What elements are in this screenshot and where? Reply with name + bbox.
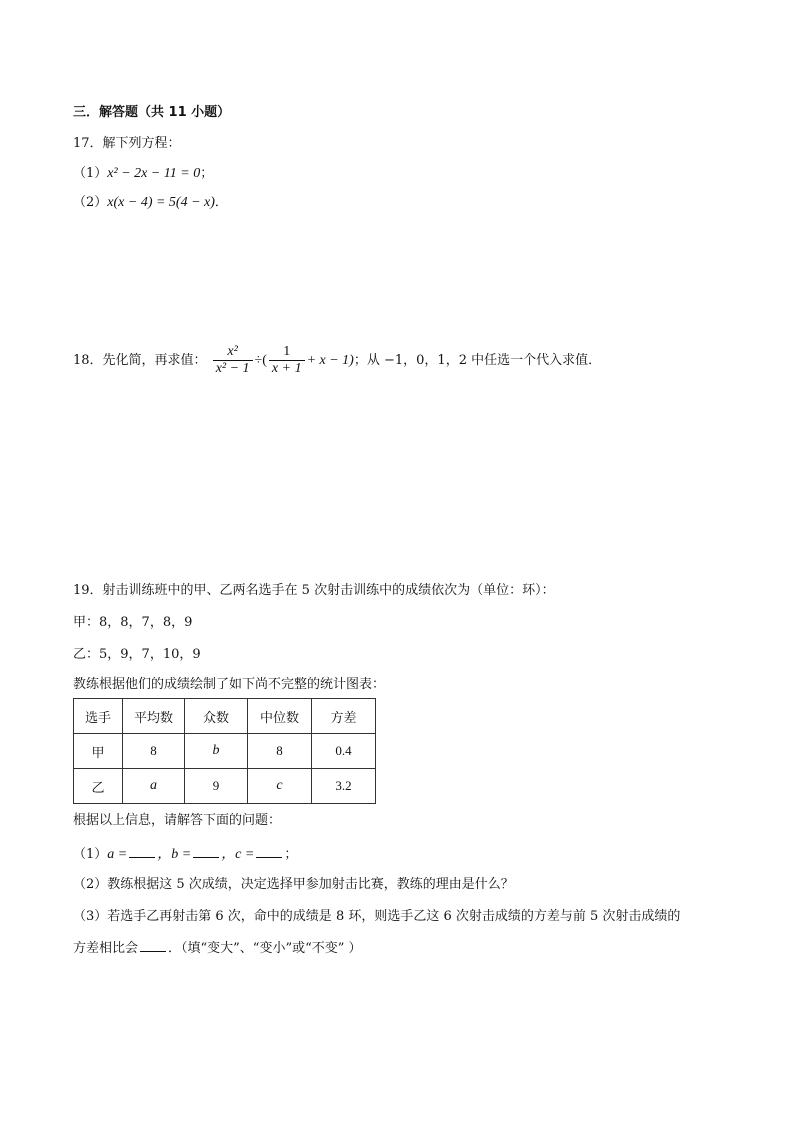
table-header-cell: 平均数 — [123, 699, 185, 734]
table-row — [74, 769, 376, 804]
q19-sub1-c: ，c = — [221, 847, 255, 862]
q17-part2 — [73, 194, 228, 212]
q19-sub3-line2-start: 方差相比会 — [73, 941, 139, 956]
q19-info: 根据以上信息，请解答下面的问题： — [73, 813, 282, 828]
q18-fraction-2 — [269, 344, 305, 377]
section-title: 三．解答题（共 11 小题） — [73, 105, 231, 120]
table-header-cell: 方差 — [312, 699, 376, 734]
q18-fraction-1 — [213, 344, 253, 377]
q18-fraction-2-numerator: 1 — [283, 344, 291, 359]
table-cell: 甲 — [74, 734, 123, 769]
q19-yi-scores: 乙：5，9，7，10，9 — [73, 647, 201, 662]
table-header-cell: 选手 — [74, 699, 123, 734]
q18-rest: ；从 −1，0，1，2 中任选一个代入求值． — [353, 353, 602, 368]
q18-lead: 18．先化简，再求值： — [73, 353, 207, 368]
q19-sub1 — [73, 845, 297, 864]
table-header-cell: 众数 — [185, 699, 248, 734]
q19-sub1-label: （1） — [73, 847, 108, 862]
q17-part1-end: ； — [200, 166, 214, 181]
q19-sub3-line1: （3）若选手乙再射击第 6 次，命中的成绩是 8 环，则选手乙这 6 次射击成绩的方差与前 5 次射击成绩的 — [73, 909, 681, 924]
table-cell: 8 — [248, 734, 312, 769]
q18-fraction-2-denominator: x + 1 — [269, 360, 305, 377]
q19-sub2: （2）教练根据这 5 次成绩，决定选择甲参加射击比赛，教练的理由是什么？ — [73, 877, 514, 892]
q17-part1-label: （1） — [73, 166, 108, 181]
q18-divide: ÷( — [254, 353, 267, 368]
q17-part1 — [73, 165, 213, 183]
answer-blank[interactable] — [129, 845, 155, 858]
table-cell: b — [185, 734, 248, 769]
table-cell: 乙 — [74, 769, 123, 804]
answer-blank[interactable] — [193, 845, 219, 858]
table-header-row — [74, 699, 376, 734]
table-cell: 9 — [185, 769, 248, 804]
q17-part2-end: ． — [214, 195, 228, 210]
q19-sub1-a: a = — [107, 847, 128, 862]
table-header-cell: 中位数 — [248, 699, 312, 734]
table-cell: c — [248, 769, 312, 804]
q17-stem: 17．解下列方程： — [73, 136, 181, 151]
table-cell: 8 — [123, 734, 185, 769]
q17-part1-equation: x² − 2x − 11 = 0 — [107, 166, 201, 181]
q18-fraction-1-numerator: x² — [227, 344, 238, 359]
q18-line — [73, 344, 601, 378]
q19-stem: 19．射击训练班中的甲、乙两名选手在 5 次射击训练中的成绩依次为（单位：环）： — [73, 583, 555, 598]
q19-sub1-b: ，b = — [157, 847, 192, 862]
q19-sub3-line2-end: ．（填“变大”、“变小”或“不变” ） — [168, 941, 362, 956]
q19-jia-scores: 甲：8，8，7，8，9 — [73, 615, 193, 630]
q17-part2-label: （2） — [73, 195, 108, 210]
table-cell: a — [123, 769, 185, 804]
answer-blank[interactable] — [140, 939, 166, 952]
table-cell: 3.2 — [312, 769, 376, 804]
q18-tail-expression: + x − 1) — [306, 353, 354, 368]
q17-part2-equation: x(x − 4) = 5(4 − x) — [107, 195, 215, 210]
table-row — [74, 734, 376, 769]
stats-table — [73, 698, 376, 804]
q19-sub3-line2 — [73, 939, 362, 958]
q18-fraction-1-denominator: x² − 1 — [213, 360, 253, 377]
answer-blank[interactable] — [256, 845, 282, 858]
q19-sub1-end: ； — [284, 847, 298, 862]
table-cell: 0.4 — [312, 734, 376, 769]
q19-table-intro: 教练根据他们的成绩绘制了如下尚不完整的统计图表： — [73, 677, 386, 692]
